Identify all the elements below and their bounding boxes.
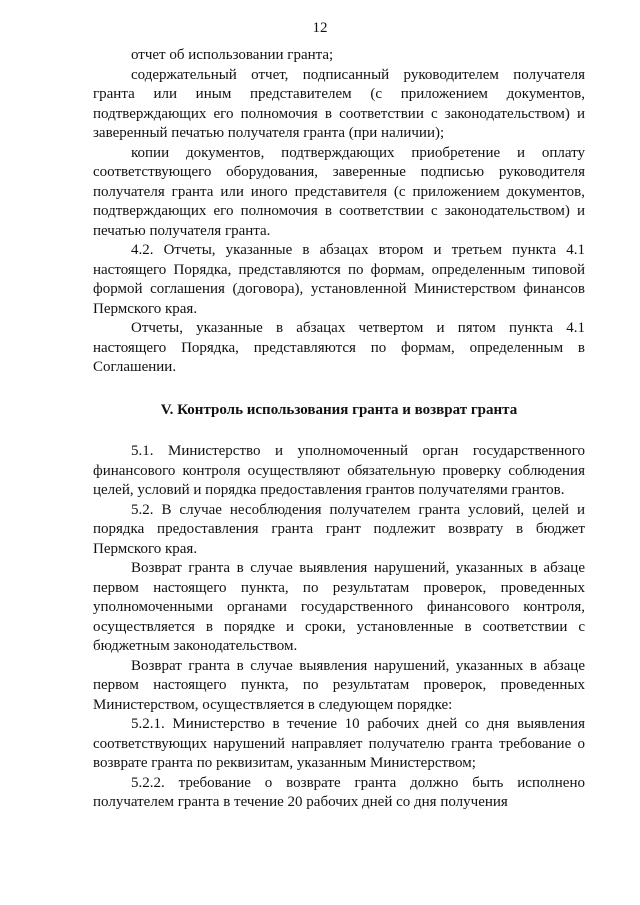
paragraph-return-ministry: Возврат гранта в случае выявления нарушений, указанных в абзаце первом настоящего пункта, по результатам проверок, проведенных Министерством, осуществляется в следующем порядке: (93, 657, 585, 713)
spacer (93, 420, 585, 442)
paragraph-5-2: 5.2. В случае несоблюдения получателем гранта условий, целей и порядка предоставления гранта грант подлежит возврату в бюджет Пермского края. (93, 501, 585, 557)
paragraph-4-2: 4.2. Отчеты, указанные в абзацах втором и третьем пункта 4.1 настоящего Порядка, представляются по формам, определенным типовой формой соглашения (договора), установленной Министерством финансов Пермского края. (93, 242, 585, 317)
paragraph-report-usage: отчет об использовании гранта; (131, 47, 334, 63)
paragraph-5-1: 5.1. Министерство и уполномоченный орган государственного финансового контроля осуществляют обязательную проверку соблюдения целей, условий и порядка предоставления грантов получателями грантов. (93, 443, 585, 498)
paragraph-content-report: содержательный отчет, подписанный руководителем получателя гранта или иным представителем (с приложением документов, подтверждающих его полномочия в соответствии с законодательством) и заверенный печатью получателя гранта (при наличии); (93, 66, 585, 141)
paragraph-reports-forms: Отчеты, указанные в абзацах четвертом и пятом пункта 4.1 настоящего Порядка, представляются по формам, определенным в Соглашении. (93, 320, 585, 375)
page-number: 12 (312, 20, 328, 36)
paragraph-5-2-1: 5.2.1. Министерство в течение 10 рабочих дней со дня выявления соответствующих нарушений направляет получателю гранта требование о возврате гранта по реквизитам, указанным Министерством; (93, 716, 585, 771)
document-body (93, 46, 585, 813)
section-heading: V. Контроль использования гранта и возврат гранта (160, 401, 518, 418)
paragraph-5-2-2: 5.2.2. требование о возврате гранта должно быть исполнено получателем гранта в течение 20 рабочих дней со дня получения (93, 774, 585, 810)
paragraph-return-control-bodies: Возврат гранта в случае выявления нарушений, указанных в абзаце первом настоящего пункта, по результатам проверок, проведенных уполномоченными органами государственного финансового контроля, осуществляется в порядке и сроки, установленные в соответствии с бюджетным законодательством. (93, 560, 585, 654)
spacer (93, 378, 585, 401)
paragraph-document-copies: копии документов, подтверждающих приобретение и оплату соответствующего оборудования, заверенные подписью руководителя получателя гранта или иного представителя (с приложением документов, подтверждающих его полномочия в соответствии с законодательством) и печатью получателя гранта. (93, 144, 585, 239)
